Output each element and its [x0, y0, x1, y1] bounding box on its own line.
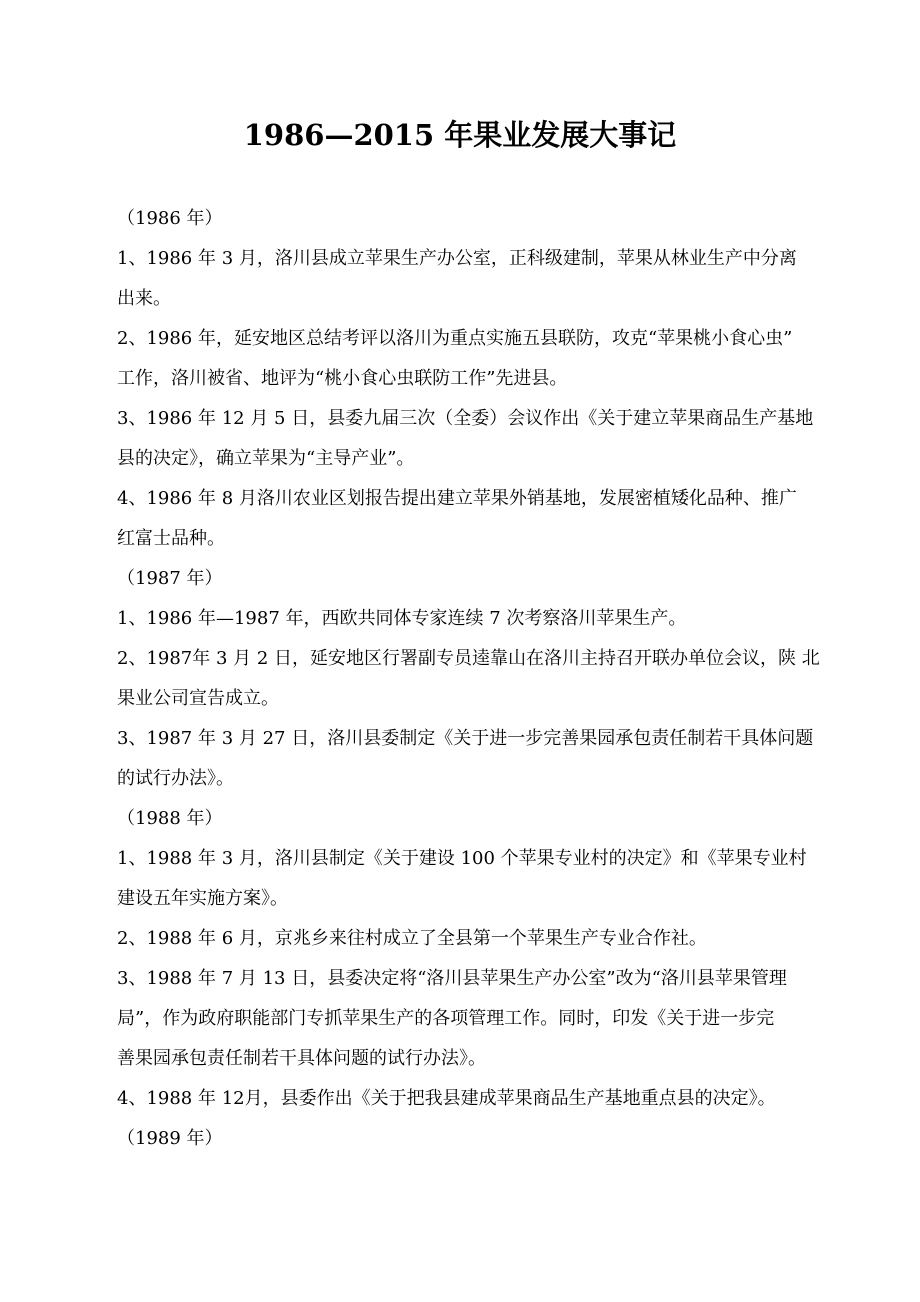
entry-line: 3、1986 年 12 月 5 日，县委九届三次（全委）会议作出《关于建立苹果商品生产基地	[117, 408, 814, 429]
entry-line: 善果园承包责任制若干具体问题的试行办法》。	[117, 1048, 486, 1069]
year-heading: （1987 年）	[117, 568, 223, 589]
entry-line: 1、1986 年—1987 年，西欧共同体专家连续 7 次考察洛川苹果生产。	[117, 608, 687, 629]
year-heading: （1988 年）	[117, 808, 223, 829]
entry-line: 3、1988 年 7 月 13 日，县委决定将“洛川县苹果生产办公室”改为“洛川县苹果管理	[117, 968, 787, 989]
event-entry	[117, 1079, 807, 1119]
event-entry	[117, 399, 814, 479]
event-entry	[117, 719, 814, 799]
entry-line: 局”，作为政府职能部门专抓苹果生产的各项管理工作。同时，印发《关于进一步完	[117, 1008, 775, 1029]
entry-line: 2、1986 年，延安地区总结考评以洛川为重点实施五县联防，攻克“苹果桃小食心虫”	[117, 328, 793, 349]
entry-line: 工作，洛川被省、地评为“桃小食心虫联防工作”先进县。	[117, 368, 568, 389]
event-entry	[117, 599, 807, 639]
section-1987	[117, 559, 820, 799]
entry-line: 3、1987 年 3 月 27 日，洛川县委制定《关于进一步完善果园承包责任制若干具体问题	[117, 728, 814, 749]
event-entry	[117, 639, 820, 719]
year-heading: （1989 年）	[117, 1128, 223, 1149]
event-entry	[117, 959, 807, 1079]
section-1986	[117, 199, 814, 559]
event-entry	[117, 319, 807, 399]
entry-line: 出来。	[117, 288, 171, 309]
entry-line: 2、1988 年 6 月，京兆乡来往村成立了全县第一个苹果生产专业合作社。	[117, 928, 707, 949]
entry-line: 红富士品种。	[117, 528, 225, 549]
entry-line: 1、1986 年 3 月，洛川县成立苹果生产办公室，正科级建制，苹果从林业生产中分离	[117, 248, 797, 269]
document-title: 1986—2015 年果业发展大事记	[243, 118, 677, 152]
event-entry	[117, 479, 807, 559]
entry-line: 1、1988 年 3 月，洛川县制定《关于建设 100 个苹果专业村的决定》和《苹果专业村	[117, 848, 807, 869]
entry-line: 果业公司宣告成立。	[117, 688, 279, 709]
entry-line: 4、1986 年 8 月洛川农业区划报告提出建立苹果外销基地，发展密植矮化品种、推广	[117, 488, 797, 509]
event-entry	[117, 239, 807, 319]
entry-line: 4、1988 年 12月，县委作出《关于把我县建成苹果商品生产基地重点县的决定》。	[117, 1088, 776, 1109]
event-entry	[117, 919, 807, 959]
entry-line: 县的决定》，确立苹果为“主导产业”。	[117, 448, 415, 469]
section-1988	[117, 799, 807, 1119]
event-entry	[117, 839, 807, 919]
document-body	[117, 199, 820, 1159]
entry-line: 建设五年实施方案》。	[117, 888, 288, 909]
entry-line: 的试行办法》。	[117, 768, 234, 789]
entry-line: 2、1987年 3 月 2 日，延安地区行署副专员逵靠山在洛川主持召开联办单位会议，陕 北	[117, 648, 820, 669]
year-heading: （1986 年）	[117, 208, 223, 229]
section-1989	[117, 1119, 807, 1159]
